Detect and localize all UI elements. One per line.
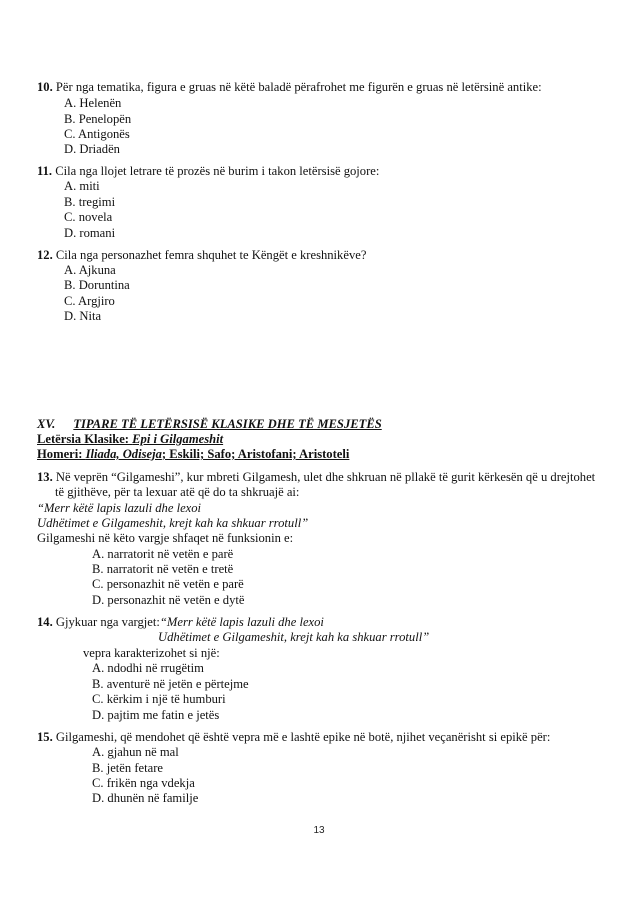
q12-option-c: C. Argjiro: [64, 294, 115, 308]
question-number: 15.: [37, 730, 53, 744]
q13-prompt: Gilgameshi në këto vargje shfaqet në funksionin e:: [37, 531, 294, 545]
q14-prompt: vepra karakterizohet si një:: [83, 646, 220, 660]
q14-option-a: A. ndodhi në rrugëtim: [92, 661, 204, 675]
q15-option-b: B. jetën fetare: [92, 761, 163, 775]
section-subline-authors: [37, 447, 349, 461]
q15-option-d: D. dhunën në familje: [92, 791, 199, 805]
question-number: 12.: [37, 248, 53, 262]
q13-option-d: D. personazhit në vetën e dytë: [92, 593, 245, 607]
q14-option-c: C. kërkim i një të humburi: [92, 692, 226, 706]
q14-option-d: D. pajtim me fatin e jetës: [92, 708, 220, 722]
question-13-stem: [37, 470, 595, 484]
q14-quote-line-2: Udhëtimet e Gilgameshit, krejt kah ka shkuar rrotull”: [158, 630, 430, 644]
question-text: Cila nga llojet letrare të prozës në burim i takon letërsisë gojore:: [52, 164, 380, 178]
q10-option-c: C. Antigonës: [64, 127, 130, 141]
q14-option-b: B. aventurë në jetën e përtejme: [92, 677, 249, 691]
works: Iliada, Odiseja: [85, 447, 162, 461]
authors: ; Eskili; Safo; Aristofani; Aristoteli: [161, 447, 350, 461]
section-heading: [37, 417, 382, 431]
q14-quote-line-1: “Merr këtë lapis lazuli dhe lexoi: [159, 615, 324, 629]
question-text: Gilgameshi, që mendohet që është vepra më e lashtë epike në botë, njihet veçanërisht si epikë për:: [52, 730, 551, 744]
question-10-stem: [37, 80, 542, 94]
page-number: 13: [313, 825, 325, 836]
question-text: Në veprën “Gilgameshi”, kur mbreti Gilgamesh, ulet dhe shkruan në pllakë të gurit kërkesën që u drejtohet: [52, 470, 596, 484]
q11-option-d: D. romani: [64, 226, 116, 240]
q13-option-a: A. narratorit në vetën e parë: [92, 547, 234, 561]
q15-option-a: A. gjahun në mal: [92, 745, 179, 759]
q10-option-a: A. Helenën: [64, 96, 122, 110]
question-text: Cila nga personazhet femra shquhet te Këngët e kreshnikëve?: [52, 248, 367, 262]
works: Epi i Gilgameshit: [132, 432, 224, 446]
section-subline-classical: [37, 432, 223, 446]
q11-option-c: C. novela: [64, 210, 113, 224]
question-14-stem: [37, 615, 324, 629]
question-11-stem: [37, 164, 379, 178]
section-title: TIPARE TË LETËRSISË KLASIKE DHE TË MESJETËS: [73, 417, 382, 431]
q12-option-d: D. Nita: [64, 309, 102, 323]
question-13-stem-cont: të gjithëve, për ta lexuar atë që do ta shkruajë ai:: [55, 485, 300, 499]
question-number: 10.: [37, 80, 53, 94]
section-roman-numeral: XV.: [37, 417, 56, 431]
q12-option-a: A. Ajkuna: [64, 263, 116, 277]
q13-quote-line-2: Udhëtimet e Gilgameshit, krejt kah ka shkuar rrotull”: [37, 516, 309, 530]
q15-option-c: C. frikën nga vdekja: [92, 776, 195, 790]
q13-quote-line-1: “Merr këtë lapis lazuli dhe lexoi: [37, 501, 202, 515]
question-text: Gjykuar nga vargjet:: [52, 615, 160, 629]
q10-option-d: D. Driadën: [64, 142, 120, 156]
q11-option-a: A. miti: [64, 179, 100, 193]
q13-option-c: C. personazhit në vetën e parë: [92, 577, 244, 591]
q12-option-b: B. Doruntina: [64, 278, 130, 292]
question-number: 13.: [37, 470, 53, 484]
q10-option-b: B. Penelopën: [64, 112, 132, 126]
question-text: Për nga tematika, figura e gruas në këtë baladë përafrohet me figurën e gruas në letërsinë antike:: [52, 80, 542, 94]
q11-option-b: B. tregimi: [64, 195, 116, 209]
question-12-stem: [37, 248, 366, 262]
label: Homeri:: [37, 447, 86, 461]
question-15-stem: [37, 730, 550, 744]
question-number: 11.: [37, 164, 53, 178]
q13-option-b: B. narratorit në vetën e tretë: [92, 562, 234, 576]
question-number: 14.: [37, 615, 53, 629]
label: Letërsia Klasike:: [37, 432, 133, 446]
